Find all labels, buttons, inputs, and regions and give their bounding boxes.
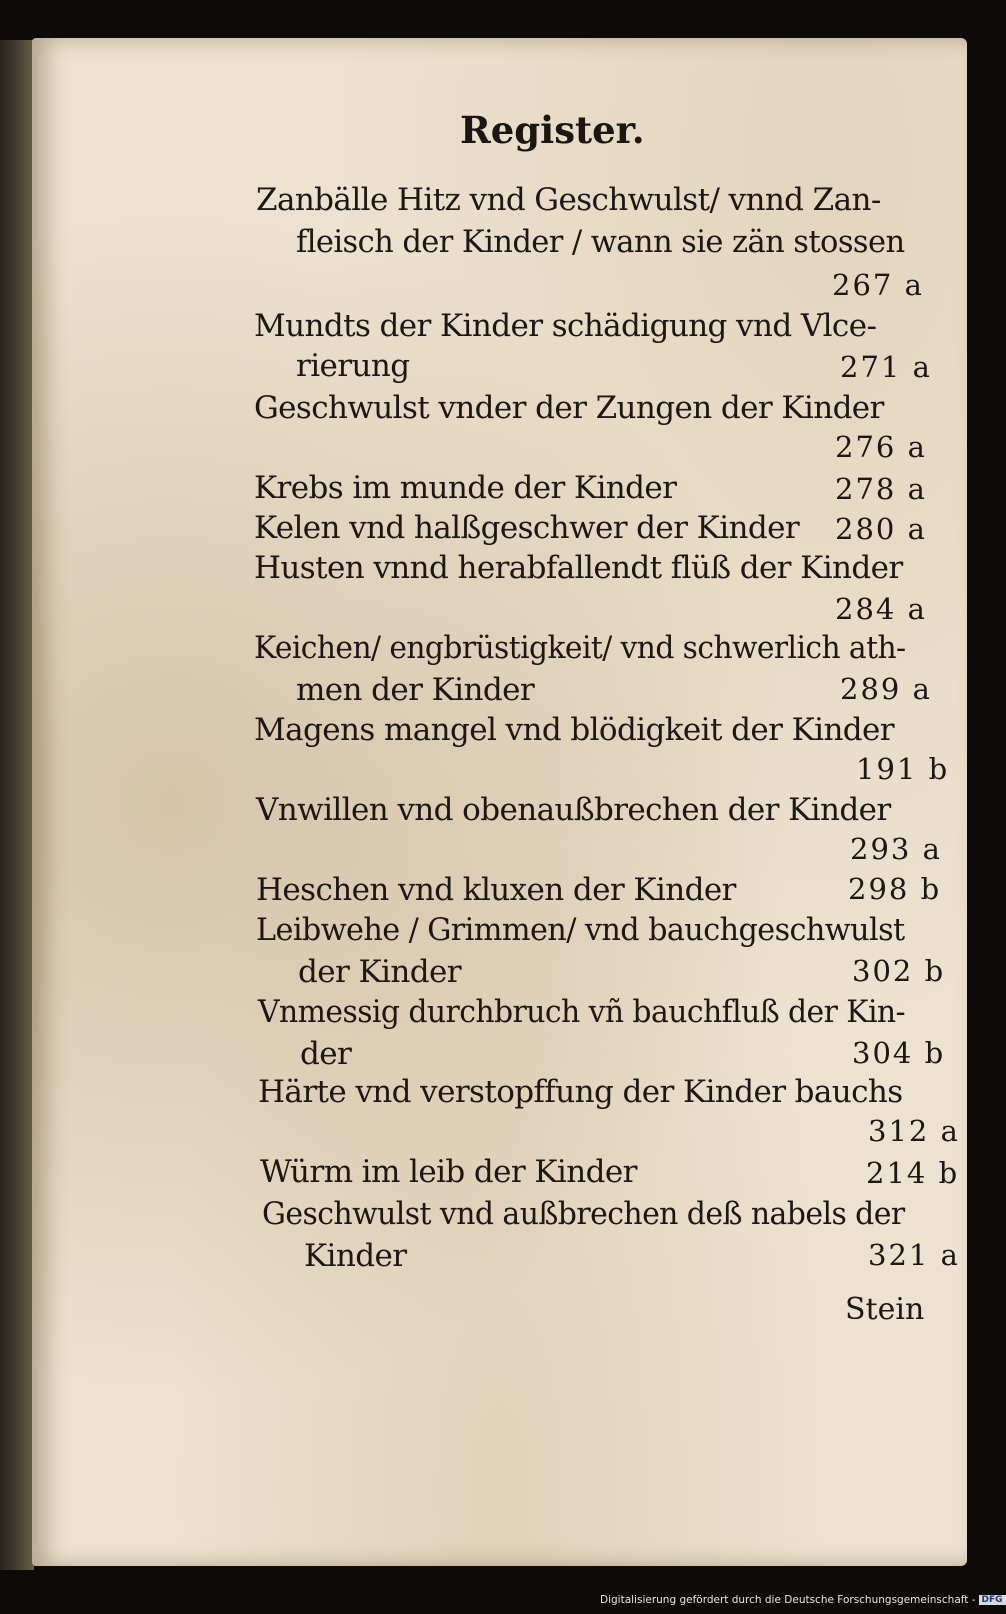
page-reference: 280 a	[835, 512, 927, 546]
page-reference: 321 a	[868, 1238, 960, 1272]
entry-line: Leibwehe / Grimmen/ vnd bauchgeschwulst	[256, 912, 905, 948]
entry-line: Keichen/ engbrüstigkeit/ vnd schwerlich ath-	[254, 630, 906, 666]
dfg-logo: DFG	[979, 1595, 1006, 1605]
page-reference: 304 b	[852, 1036, 946, 1070]
entry-line: der	[300, 1036, 352, 1072]
page-reference: 284 a	[835, 592, 927, 626]
entry-line: Kelen vnd halßgeschwer der Kinder	[254, 510, 800, 546]
entry-line: rierung	[296, 348, 410, 384]
entry-line: Geschwulst vnd außbrechen deß nabels der	[262, 1196, 905, 1232]
page-reference: 214 b	[866, 1156, 960, 1190]
entry-line: Vnmessig durchbruch vñ bauchfluß der Kin-	[258, 994, 906, 1030]
page-reference: 298 b	[848, 872, 942, 906]
entry-line: men der Kinder	[296, 672, 535, 708]
page-reference: 302 b	[852, 954, 946, 988]
page-reference: 293 a	[850, 832, 942, 866]
entry-line: Würm im leib der Kinder	[260, 1154, 637, 1190]
entry-line: fleisch der Kinder / wann sie zän stossen	[296, 224, 905, 260]
footer-text: Digitalisierung gefördert durch die Deutsche Forschungsgemeinschaft -	[600, 1594, 976, 1606]
entry-line: der Kinder	[298, 954, 461, 990]
page-reference: 276 a	[835, 430, 927, 464]
entry-line: Heschen vnd kluxen der Kinder	[256, 872, 736, 908]
entry-line: Härte vnd verstopffung der Kinder bauchs	[258, 1074, 903, 1110]
entry-line: Mundts der Kinder schädigung vnd Vlce-	[254, 308, 877, 344]
digitization-footer	[600, 1594, 1003, 1606]
catchword: Stein	[845, 1292, 925, 1327]
page-reference: 278 a	[835, 472, 927, 506]
entry-line: Zanbälle Hitz vnd Geschwulst/ vnnd Zan-	[256, 182, 881, 218]
page-reference: 312 a	[868, 1114, 960, 1148]
page-reference: 267 a	[832, 268, 924, 302]
entry-line: Husten vnnd herabfallendt flüß der Kinder	[254, 550, 903, 586]
page-reference: 271 a	[840, 350, 932, 384]
entry-line: Krebs im munde der Kinder	[254, 470, 677, 506]
page-reference: 289 a	[840, 672, 932, 706]
entry-line: Geschwulst vnder der Zungen der Kinder	[254, 390, 884, 426]
entry-line: Magens mangel vnd blödigkeit der Kinder	[254, 712, 895, 748]
entry-line: Kinder	[304, 1238, 407, 1274]
page-heading: Register.	[460, 108, 645, 152]
entry-line: Vnwillen vnd obenaußbrechen der Kinder	[256, 792, 891, 828]
page-reference: 191 b	[856, 752, 950, 786]
